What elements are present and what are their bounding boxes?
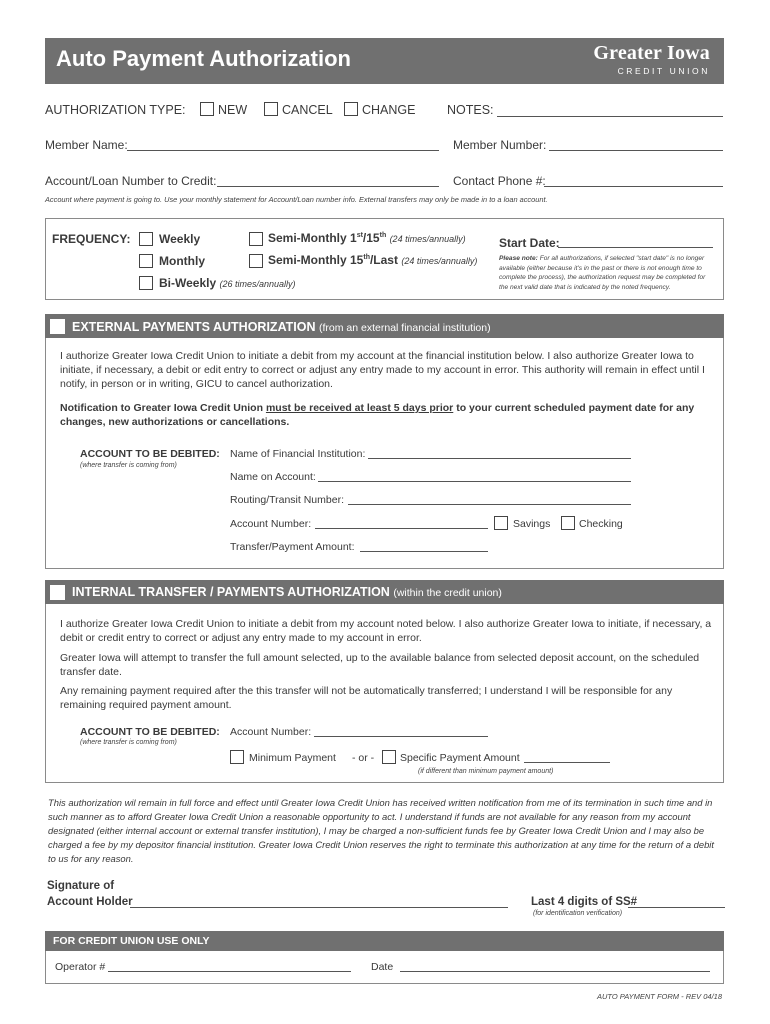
cancel-checkbox[interactable]: [264, 102, 278, 116]
please-note-text: For all authorizations, if selected "start date" is no longer available (either because it's in the past or there is not enough time to complete the process), the authorization request may be completed for the next valid date that is indicated by the noted frequency.: [499, 255, 706, 291]
date-field[interactable]: [400, 971, 710, 972]
name-on-account-field[interactable]: [318, 481, 631, 482]
signature-field[interactable]: [130, 907, 508, 908]
change-label: CHANGE: [362, 103, 416, 117]
notes-field[interactable]: [497, 116, 723, 117]
cancel-label: CANCEL: [282, 103, 333, 117]
frequency-label: FREQUENCY:: [52, 232, 131, 246]
authorization-type-label: AUTHORIZATION TYPE:: [45, 103, 186, 117]
internal-title: INTERNAL TRANSFER / PAYMENTS AUTHORIZATION: [72, 585, 390, 599]
contact-phone-label: Contact Phone #:: [453, 174, 546, 188]
member-number-field[interactable]: [549, 150, 723, 151]
external-title: EXTERNAL PAYMENTS AUTHORIZATION: [72, 320, 316, 334]
minimum-payment-checkbox[interactable]: [230, 750, 244, 764]
ssn-note: (for identification verification): [533, 910, 623, 917]
notice-underlined: must be received at least 5 days prior: [265, 402, 454, 414]
please-note-label: Please note:: [499, 255, 538, 262]
biweekly-option: [159, 276, 296, 290]
semi2-sup: th: [363, 254, 370, 261]
biweekly-label: Bi-Weekly: [159, 276, 217, 290]
ssn-field[interactable]: [628, 907, 725, 908]
semi2-mid: /Last: [369, 253, 398, 267]
member-name-label: Member Name:: [45, 138, 128, 152]
internal-account-number-field[interactable]: [314, 736, 488, 737]
external-debited-label: ACCOUNT TO BE DEBITED:: [80, 448, 220, 460]
or-label: - or -: [352, 752, 375, 764]
internal-subtitle: (within the credit union): [393, 587, 502, 599]
operator-label: Operator #: [55, 961, 106, 973]
internal-debited-label: ACCOUNT TO BE DEBITED:: [80, 726, 220, 738]
legal-text: This authorization wil remain in full force and effect until Greater Iowa Credit Union has received written notification from me of its termination in such time and in such manner as to afford Greater Iowa Credit Union a reasonable opportunity to act. I understand if funds are not available for any reason from my account designated (either internal account or external transfer institution), I may be charged a non-sufficient funds fee by Greater Iowa Credit Union and I may also be charged a fee by my depositor financial institution. Greater Iowa Credit Union reserves the right to terminate this authorization at any time for the return of a debit to us for any reason.: [48, 797, 714, 864]
semi1-mid: /15: [362, 231, 380, 245]
semi-monthly-1-15-option: [268, 231, 466, 245]
account-loan-field[interactable]: [217, 186, 439, 187]
payment-amount-field[interactable]: [360, 551, 488, 552]
external-account-number-field[interactable]: [315, 528, 488, 529]
routing-label: Routing/Transit Number:: [230, 494, 344, 506]
external-debited-note: (where transfer is coming from): [80, 462, 177, 469]
semi2-note: (24 times/annually): [401, 256, 478, 266]
member-name-field[interactable]: [127, 150, 439, 151]
checking-checkbox[interactable]: [561, 516, 575, 530]
member-number-label: Member Number:: [453, 138, 547, 152]
internal-section-checkbox[interactable]: [50, 585, 65, 600]
start-date-field[interactable]: [558, 247, 713, 248]
notice-part-a: Notification to Greater Iowa Credit Union: [60, 402, 266, 414]
new-checkbox[interactable]: [200, 102, 214, 116]
start-date-label: Start Date:: [499, 236, 560, 250]
external-notice: [60, 401, 716, 429]
semi2-label: Semi-Monthly 15: [268, 253, 364, 267]
external-account-number-label: Account Number:: [230, 518, 312, 530]
account-note: Account where payment is going to. Use your monthly statement for Account/Loan number info. External transfers may only be made in to a loan account.: [45, 195, 548, 204]
specific-payment-checkbox[interactable]: [382, 750, 396, 764]
payment-amount-label: Transfer/Payment Amount:: [230, 541, 355, 553]
semi1-note: (24 times/annually): [389, 234, 466, 244]
weekly-label: Weekly: [159, 232, 201, 246]
ssn-label: Last 4 digits of SS#: [531, 896, 638, 908]
biweekly-note: (26 times/annually): [219, 279, 296, 289]
semi1-label: Semi-Monthly 1: [268, 231, 357, 245]
internal-section-title: [72, 585, 502, 599]
date-label: Date: [371, 961, 394, 973]
external-subtitle: (from an external financial institution): [319, 322, 491, 334]
operator-field[interactable]: [108, 971, 351, 972]
internal-paragraph-3: Any remaining payment required after the this transfer will not be automatically transferred; I understand I will be responsible for any remaining required payment amount.: [60, 685, 673, 711]
form-revision: AUTO PAYMENT FORM - REV 04/18: [596, 992, 722, 1001]
institution-label: Name of Financial Institution:: [230, 448, 366, 460]
logo-subtitle: CREDIT UNION: [617, 66, 710, 76]
specific-payment-note: (if different than minimum payment amount): [418, 768, 554, 775]
contact-phone-field[interactable]: [544, 186, 723, 187]
monthly-label: Monthly: [159, 254, 205, 268]
routing-field[interactable]: [348, 504, 631, 505]
checking-label: Checking: [579, 518, 623, 530]
monthly-checkbox[interactable]: [139, 254, 153, 268]
internal-paragraph-2: Greater Iowa will attempt to transfer the full amount selected, up to the available balance from selected deposit account, on the scheduled transfer date.: [60, 652, 700, 678]
signature-label-line2: Account Holder: [47, 896, 133, 908]
external-section-checkbox[interactable]: [50, 319, 65, 334]
semi-monthly-1-15-checkbox[interactable]: [249, 232, 263, 246]
name-on-account-label: Name on Account:: [230, 471, 316, 483]
semi-monthly-15-last-option: [268, 253, 477, 267]
account-loan-label: Account/Loan Number to Credit:: [45, 174, 217, 188]
page-title: Auto Payment Authorization: [56, 46, 351, 71]
notes-label: NOTES:: [447, 103, 494, 117]
internal-paragraph-1: I authorize Greater Iowa Credit Union to initiate a debit from my account noted below. I also authorize Greater Iowa to initiate, if necessary, a debit or credit entry to correct or adjust any entry made to my account in error.: [60, 618, 712, 644]
semi1-sup1: st: [356, 232, 363, 239]
semi-monthly-15-last-checkbox[interactable]: [249, 254, 263, 268]
new-label: NEW: [218, 103, 248, 117]
biweekly-checkbox[interactable]: [139, 276, 153, 290]
institution-field[interactable]: [368, 458, 631, 459]
external-section-title: [72, 320, 491, 334]
signature-label-line1: Signature of: [47, 880, 115, 892]
weekly-checkbox[interactable]: [139, 232, 153, 246]
savings-label: Savings: [513, 518, 551, 530]
savings-checkbox[interactable]: [494, 516, 508, 530]
start-date-note: [499, 254, 713, 292]
cu-use-title: FOR CREDIT UNION USE ONLY: [53, 935, 210, 947]
notice-part-b: to your current scheduled payment date for any changes, new authorizations or cancellations.: [60, 402, 695, 428]
internal-debited-note: (where transfer is coming from): [80, 739, 177, 746]
minimum-payment-label: Minimum Payment: [249, 752, 336, 764]
specific-payment-field[interactable]: [524, 762, 610, 763]
change-checkbox[interactable]: [344, 102, 358, 116]
external-paragraph: I authorize Greater Iowa Credit Union to initiate a debit from my account at the financial institution below. I also authorize Greater Iowa to initiate, if necessary, a debit or edit entry to correct or adjust any entry made to my account in error. This authority will remain in effect until I notify, in person or in writing, GICU to cancel authorization.: [60, 350, 705, 390]
specific-payment-label: Specific Payment Amount: [400, 752, 520, 764]
logo-name: Greater Iowa: [593, 42, 710, 64]
semi1-sup2: th: [379, 232, 387, 239]
internal-account-number-label: Account Number:: [230, 726, 312, 738]
